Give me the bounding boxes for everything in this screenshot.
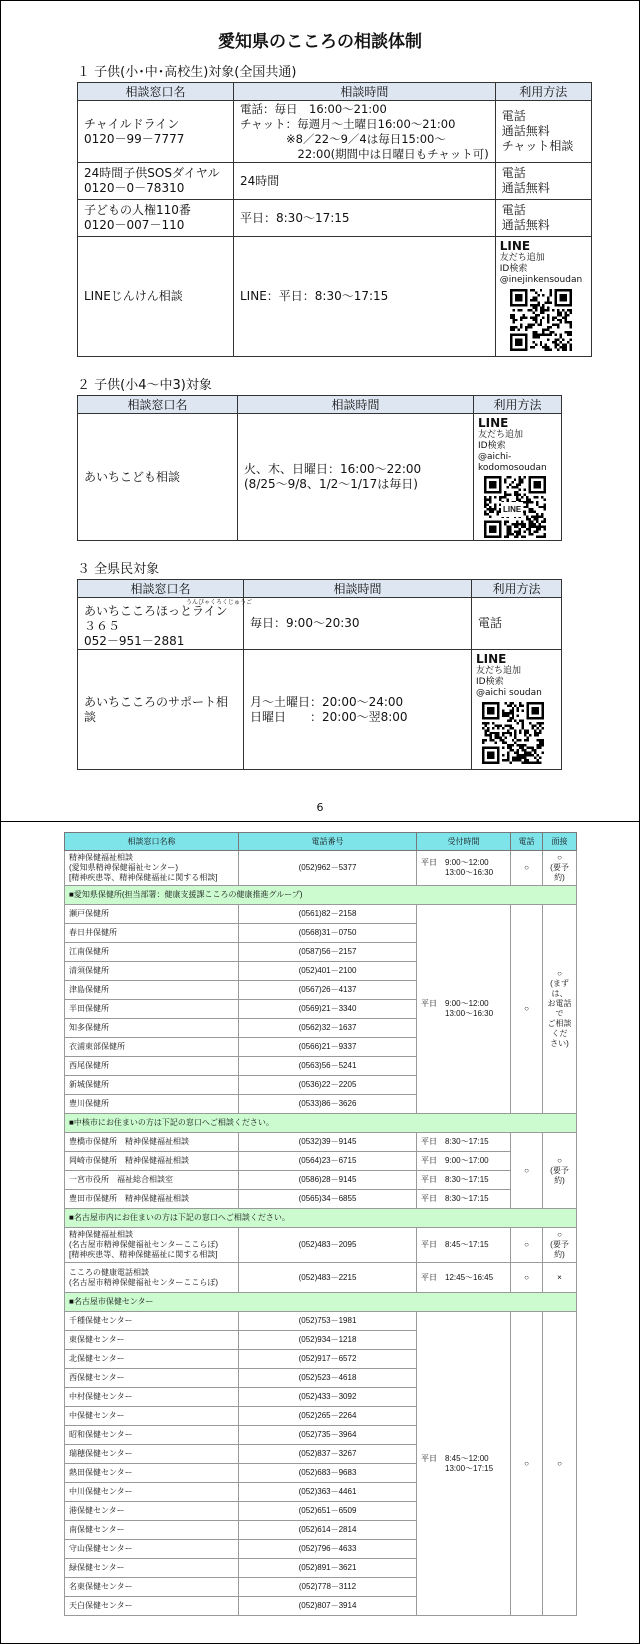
row-phone: (052)807－3914 <box>239 1597 417 1616</box>
row-name: 津島保健所 <box>65 981 239 1000</box>
qr-code-icon[interactable] <box>482 702 544 764</box>
hours-line: 電話：毎日 16:00～21:00 <box>240 101 387 116</box>
row-visit <box>543 905 577 1114</box>
row-name: 中保健センター <box>65 1407 239 1426</box>
group-header <box>65 1293 577 1312</box>
hours-line: (8/25～9/8、1/2～1/17は毎日) <box>244 477 418 491</box>
section-1-table <box>77 82 592 357</box>
header-name: 相談窓口名 <box>78 580 244 598</box>
document-page-2 <box>0 822 640 1644</box>
row-hours-line: 平日 9:00～12:00 <box>421 999 489 1008</box>
row-visit <box>543 1312 577 1616</box>
line-label: LINE <box>476 652 507 666</box>
table-row <box>65 1228 577 1263</box>
row-tel: ○ <box>511 905 543 1114</box>
section-3-table <box>77 579 562 770</box>
row-visit-note: (要予約) <box>550 1240 569 1259</box>
row-name: 西尾保健所 <box>65 1057 239 1076</box>
hours-line: 月～土曜日：20:00～24:00 <box>250 694 404 709</box>
section-3 <box>1 558 639 770</box>
row-visit-line: ご相談くだ <box>547 1019 572 1038</box>
row-name: 江南保健所 <box>65 943 239 962</box>
row-name: 天白保健センター <box>65 1597 239 1616</box>
row-phone: (0565)34－6855 <box>239 1190 417 1209</box>
row-name: 豊橋市保健所 精神保健福祉相談 <box>65 1133 239 1152</box>
group-label: ■名古屋市保健センター <box>65 1293 577 1312</box>
row-hours-line: 平日 8:45～12:00 <box>421 1453 489 1463</box>
row-name: 熱田保健センター <box>65 1464 239 1483</box>
row-phone: (052)265－2264 <box>239 1407 417 1426</box>
hours-line: 22:00(期間中は日曜日もチャット可) <box>240 146 489 161</box>
line-label: LINE <box>478 416 509 430</box>
row-tel: ○ <box>511 851 543 886</box>
section-2-table <box>77 395 562 541</box>
header-name: 相談窓口名 <box>78 396 238 414</box>
row-hours <box>417 1312 511 1616</box>
row-phone: (052)523－4618 <box>239 1369 417 1388</box>
row-name-sub: (名古屋市精神保健福祉センターここらぼ) <box>69 1277 219 1287</box>
row-visit: ○ <box>557 853 562 862</box>
row-name: 港保健センター <box>65 1502 239 1521</box>
row-phone: (052)934－1218 <box>239 1331 417 1350</box>
row-hours: 平日 8:45～17:15 <box>417 1228 511 1263</box>
hours-line: LINE：平日：8:30～17:15 <box>234 237 496 357</box>
row-name: 西保健センター <box>65 1369 239 1388</box>
row-hours-line: 13:00～16:30 <box>421 1009 494 1018</box>
row-visit-note: (要予約) <box>550 863 569 882</box>
row-name: 半田保健所 <box>65 1000 239 1019</box>
table-row <box>65 1152 577 1171</box>
row-tel: ○ <box>511 1228 543 1263</box>
section-title: ２ 子供(小4～中3)対象 <box>77 378 212 393</box>
row-visit-line: ○ <box>557 969 562 978</box>
header-time: 相談時間 <box>244 580 472 598</box>
group-label: ■愛知県保健所(担当部署：健康支援課こころの健康推進グループ) <box>65 886 577 905</box>
header-method: 利用方法 <box>474 396 562 414</box>
row-name: 守山保健センター <box>65 1540 239 1559</box>
counter-name: 24時間子供SOSダイヤル <box>84 166 220 180</box>
counter-name: あいちこころほっとライン３６５ <box>84 604 228 633</box>
group-header <box>65 1114 577 1133</box>
row-phone: (052)962－5377 <box>239 851 417 886</box>
line-label: LINE <box>499 239 531 253</box>
row-name: 精神保健福祉相談 <box>69 1230 133 1239</box>
line-add-friend: 友だち追加 <box>476 666 522 676</box>
header-name: 相談窓口名 <box>78 83 234 101</box>
page-title: 愛知県のこころの相談体制 <box>218 32 422 52</box>
row-name: 新城保健所 <box>65 1076 239 1095</box>
row-hours: 平日 9:00～17:00 <box>417 1152 511 1171</box>
row-visit-line: ○ <box>557 1458 562 1468</box>
counter-phone: 0120－0－78310 <box>84 181 185 195</box>
header-tel: 電話 <box>511 833 543 851</box>
line-id: @aichi soudan <box>476 688 542 698</box>
header-method: 利用方法 <box>495 83 591 101</box>
row-phone: (0569)21－3340 <box>239 1000 417 1019</box>
section-1 <box>1 61 639 357</box>
hours-line: 日曜日 ：20:00～翌8:00 <box>250 709 408 724</box>
row-visit: × <box>543 1263 577 1293</box>
method-line: 通話無料 <box>501 218 550 232</box>
group-label: ■名古屋市内にお住まいの方は下記の窓口へご相談ください。 <box>65 1209 577 1228</box>
row-phone: (0562)32－1637 <box>239 1019 417 1038</box>
line-add-friend: 友だち追加 <box>478 430 524 440</box>
row-name: 清須保健所 <box>65 962 239 981</box>
row-name: こころの健康電話相談 <box>69 1267 149 1277</box>
table-row <box>65 1190 577 1209</box>
row-name: 岡崎市保健所 精神保健福祉相談 <box>65 1152 239 1171</box>
line-add-friend: 友だち追加 <box>499 253 545 263</box>
line-id: kodomosoudan <box>478 463 547 473</box>
line-logo: LINE <box>501 502 523 517</box>
row-phone: (052)483－2095 <box>239 1228 417 1263</box>
row-phone: (052)735－3964 <box>239 1426 417 1445</box>
row-name: 瀬戸保健所 <box>65 905 239 924</box>
row-name: 知多保健所 <box>65 1019 239 1038</box>
counter-phone: 0120－007－110 <box>84 218 185 232</box>
row-hours <box>417 905 511 1114</box>
row-name: 豊川保健所 <box>65 1095 239 1114</box>
row-name: 中村保健センター <box>65 1388 239 1407</box>
table-row <box>78 101 592 163</box>
row-phone: (0568)31－0750 <box>239 924 417 943</box>
method-line: チャット相談 <box>501 139 574 153</box>
counter-name: 子どもの人権110番 <box>84 203 191 217</box>
row-name: 緑保健センター <box>65 1559 239 1578</box>
method-line: 電話 <box>501 203 526 217</box>
row-phone: (052)483－2215 <box>239 1263 417 1293</box>
row-hours: 平日 8:30～17:15 <box>417 1171 511 1190</box>
row-phone: (052)363－4461 <box>239 1483 417 1502</box>
table-row <box>65 1263 577 1293</box>
consultation-table <box>64 832 577 1616</box>
row-name: 衣浦東部保健所 <box>65 1038 239 1057</box>
row-name: 昭和保健センター <box>65 1426 239 1445</box>
page-number: 6 <box>316 801 324 814</box>
group-header <box>65 1209 577 1228</box>
row-phone: (0564)23－6715 <box>239 1152 417 1171</box>
row-phone: (052)917－6572 <box>239 1350 417 1369</box>
row-name: 精神保健福祉相談 <box>69 853 133 862</box>
section-2 <box>1 374 639 541</box>
line-id-search: ID検索 <box>499 264 528 274</box>
hours-line: 火、木、日曜日：16:00～22:00 <box>244 462 422 476</box>
line-id: @aichi- <box>478 452 512 462</box>
row-name: 豊田市保健所 精神保健福祉相談 <box>65 1190 239 1209</box>
counter-phone: 0120－99－7777 <box>84 131 185 146</box>
row-visit <box>543 1133 577 1209</box>
row-visit-line: お電話で <box>547 999 572 1018</box>
method-line: 電話 <box>472 598 562 650</box>
counter-name: LINEじんけん相談 <box>78 237 234 357</box>
table-row <box>65 1312 577 1331</box>
row-phone: (0561)82－2158 <box>239 905 417 924</box>
row-phone: (0563)56－5241 <box>239 1057 417 1076</box>
row-name-sub: (愛知県精神保健福祉センター) <box>69 863 179 872</box>
row-name: 中川保健センター <box>65 1483 239 1502</box>
row-name: 東保健センター <box>65 1331 239 1350</box>
section-title: ３ 全県民対象 <box>77 562 160 577</box>
row-phone: (052)837－3267 <box>239 1445 417 1464</box>
row-phone: (0567)26－4137 <box>239 981 417 1000</box>
table-row <box>78 163 592 200</box>
hours-line: 24時間 <box>234 163 496 200</box>
group-header <box>65 886 577 905</box>
row-phone: (052)433－3092 <box>239 1388 417 1407</box>
row-phone: (0532)39－9145 <box>239 1133 417 1152</box>
row-name: 北保健センター <box>65 1350 239 1369</box>
counter-name: あいちこども相談 <box>78 414 238 541</box>
group-label: ■中核市にお住まいの方は下記の窓口へご相談ください。 <box>65 1114 577 1133</box>
line-id-search: ID検索 <box>478 441 506 451</box>
row-name: 千種保健センター <box>65 1312 239 1331</box>
row-phone: (0533)86－3626 <box>239 1095 417 1114</box>
hours-line: 平日：8:30～17:15 <box>234 200 496 237</box>
row-name: 南保健センター <box>65 1521 239 1540</box>
row-hours: 平日 8:30～17:15 <box>417 1133 511 1152</box>
row-phone: (052)778－3112 <box>239 1578 417 1597</box>
row-phone: (052)401－2100 <box>239 962 417 981</box>
row-phone: (0587)56－2157 <box>239 943 417 962</box>
row-phone: (0566)21－9337 <box>239 1038 417 1057</box>
row-phone: (052)651－6509 <box>239 1502 417 1521</box>
table-row <box>78 414 562 541</box>
row-name: 春日井保健所 <box>65 924 239 943</box>
counter-name: チャイルドライン <box>84 116 180 131</box>
row-visit-line: (まずは、 <box>550 979 569 998</box>
row-name: 一宮市役所 福祉総合相談室 <box>65 1171 239 1190</box>
section-title: １ 子供(小･中･高校生)対象(全国共通) <box>77 65 297 80</box>
method-line: 電話 <box>501 109 526 123</box>
hours-line: 毎日：9:00～20:30 <box>244 598 472 650</box>
table-row <box>65 1171 577 1190</box>
row-phone: (0536)22－2205 <box>239 1076 417 1095</box>
row-visit-line: さい) <box>550 1039 569 1048</box>
method-line: 電話 <box>501 166 526 180</box>
header-time: 相談時間 <box>238 396 474 414</box>
table-row <box>78 598 562 650</box>
header-name: 相談窓口名称 <box>65 833 239 851</box>
row-visit: ○ <box>557 1230 562 1239</box>
header-time: 相談時間 <box>234 83 496 101</box>
row-name: 瑞穂保健センター <box>65 1445 239 1464</box>
counter-name: あいちこころのサポート相談 <box>78 650 244 770</box>
row-hours-line: 13:00～17:15 <box>421 1463 494 1473</box>
hours-line: チャット：毎週月～土曜日16:00～21:00 <box>240 116 456 131</box>
table-row <box>78 200 592 237</box>
row-visit-line: (要予約) <box>550 1165 569 1185</box>
line-id-search: ID検索 <box>476 677 504 687</box>
counter-phone: 052－951－2881 <box>84 634 185 648</box>
row-phone: (052)683－9683 <box>239 1464 417 1483</box>
header-hours: 受付時間 <box>417 833 511 851</box>
row-visit-line: ○ <box>557 1155 562 1165</box>
qr-code-icon[interactable] <box>510 289 572 351</box>
table-row <box>78 237 592 357</box>
row-phone: (052)753－1981 <box>239 1312 417 1331</box>
row-phone: (052)796－4633 <box>239 1540 417 1559</box>
method-line: 通話無料 <box>501 181 550 195</box>
row-hours: 13:00～16:30 <box>421 868 494 877</box>
method-line: 通話無料 <box>501 124 550 138</box>
header-method: 利用方法 <box>472 580 562 598</box>
row-hours: 平日 9:00～12:00 <box>421 858 489 867</box>
row-phone: (0586)28－9145 <box>239 1171 417 1190</box>
row-name-sub: [精神疾患等、精神保健福祉に関する相談] <box>69 873 218 882</box>
row-name-sub: [精神疾患等、精神保健福祉に関する相談] <box>69 1250 218 1259</box>
row-name: 名東保健センター <box>65 1578 239 1597</box>
row-tel: ○ <box>511 1133 543 1209</box>
row-tel: ○ <box>511 1263 543 1293</box>
ruby-text: うんぴゃくろくじゅうご <box>186 599 253 606</box>
qr-code-wrapper <box>484 476 546 538</box>
table-row <box>65 905 577 924</box>
table-row <box>65 1133 577 1152</box>
hours-line: ※8／22～9／4は毎日15:00～ <box>240 131 446 146</box>
header-phone: 電話番号 <box>239 833 417 851</box>
row-name-sub: (名古屋市精神保健福祉センターここらぼ) <box>69 1240 219 1249</box>
row-phone: (052)614－2814 <box>239 1521 417 1540</box>
row-hours: 平日 8:30～17:15 <box>417 1190 511 1209</box>
row-hours: 平日 12:45～16:45 <box>417 1263 511 1293</box>
header-visit: 面接 <box>543 833 577 851</box>
table-row <box>78 650 562 770</box>
row-tel: ○ <box>511 1312 543 1616</box>
line-id: @inejinkensoudan <box>499 275 583 285</box>
row-phone: (052)891－3621 <box>239 1559 417 1578</box>
table-row <box>65 851 577 886</box>
